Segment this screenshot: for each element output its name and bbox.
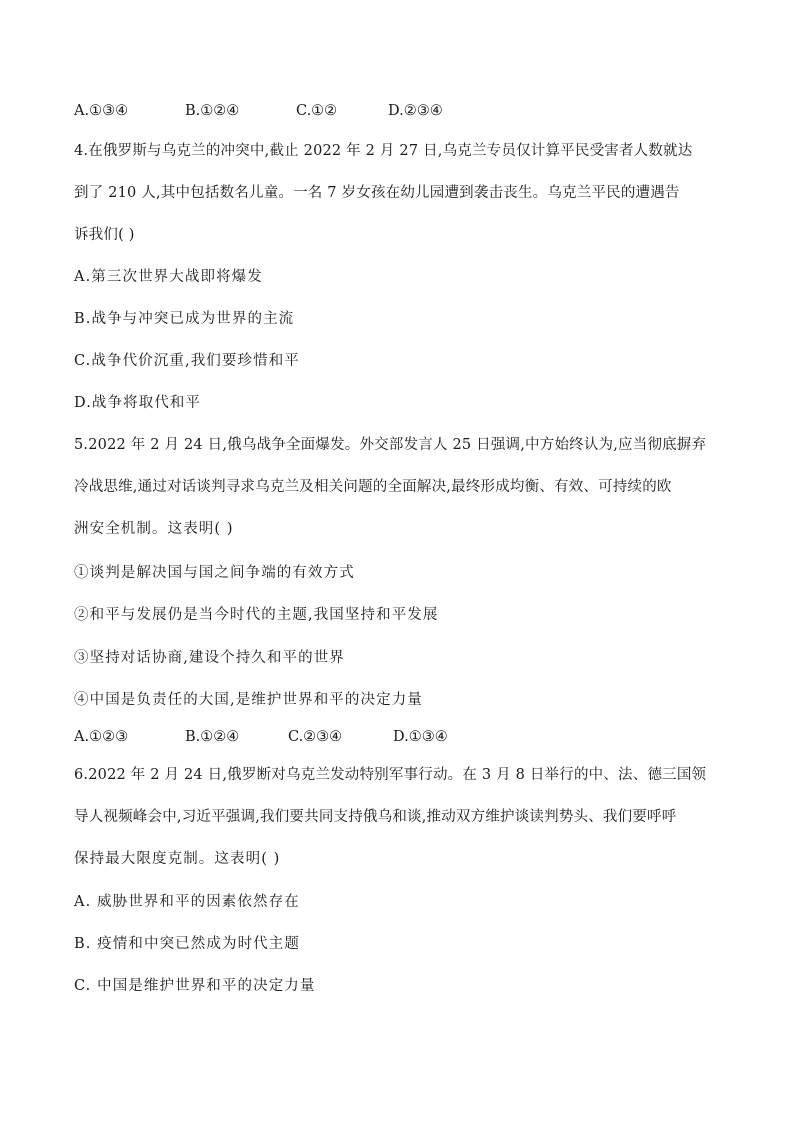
q3-option-b: B.①②④ xyxy=(185,103,240,119)
q4-option-b: B.战争与冲突已成为世界的主流 xyxy=(74,311,295,327)
q4-option-c: C.战争代价沉重,我们要珍惜和平 xyxy=(74,353,300,369)
q5-options xyxy=(74,727,448,747)
q6-stem-line-3: 保持最大限度克制。这表明( ) xyxy=(74,851,281,867)
q6-option-c: C. 中国是维护世界和平的决定力量 xyxy=(74,978,316,994)
q5-statement-3: ③坚持对话协商,建设个持久和平的世界 xyxy=(74,650,345,666)
q3-option-c: C.①② xyxy=(296,103,338,119)
q5-statement-1: ①谈判是解决国与国之间争端的有效方式 xyxy=(74,565,355,581)
q3-option-d: D.②③④ xyxy=(388,103,443,119)
q5-option-d: D.①③④ xyxy=(393,729,448,745)
q4-stem-line-3: 诉我们( ) xyxy=(74,227,135,243)
q5-option-b: B.①②④ xyxy=(185,729,240,745)
q5-statement-4: ④中国是负责任的大国,是维护世界和平的决定力量 xyxy=(74,692,423,708)
q5-option-c: C.②③④ xyxy=(288,729,343,745)
q5-option-a: A.①②③ xyxy=(74,729,129,745)
q4-option-a: A.第三次世界大战即将爆发 xyxy=(74,269,263,285)
q4-stem-line-1: 4.在俄罗斯与乌克兰的冲突中,截止 2022 年 2 月 27 日,乌克兰专员仅计算平民受害者人数就达 xyxy=(74,143,693,159)
q6-option-a: A. 威胁世界和平的因素依然存在 xyxy=(74,894,300,910)
q5-stem-line-1: 5.2022 年 2 月 24 日,俄乌战争全面爆发。外交部发言人 25 日强调,中方始终认为,应当彻底摒弃 xyxy=(74,437,707,453)
q3-option-a: A.①③④ xyxy=(74,103,129,119)
q5-statement-2: ②和平与发展仍是当今时代的主题,我国坚持和平发展 xyxy=(74,607,439,623)
q6-option-b: B. 疫情和中突已然成为时代主题 xyxy=(74,936,300,952)
q5-stem-line-3: 洲安全机制。这表明( ) xyxy=(74,521,234,537)
q5-stem-line-2: 冷战思维,通过对话谈判寻求乌克兰及相关问题的全面解决,最终形成均衡、有效、可持续的欧 xyxy=(74,479,672,495)
q4-option-d: D.战争将取代和平 xyxy=(74,395,202,411)
q3-options xyxy=(74,101,443,121)
q6-stem-line-1: 6.2022 年 2 月 24 日,俄罗断对乌克兰发动特别军事行动。在 3 月 8 日举行的中、法、德三国领 xyxy=(74,767,707,783)
q6-stem-line-2: 导人视频峰会中,习近平强调,我们要共同支持俄乌和谈,推动双方维护谈读判势头、我们要呼呼 xyxy=(74,809,677,825)
q4-stem-line-2: 到了 210 人,其中包括数名儿童。一名 7 岁女孩在幼儿园遭到袭击丧生。乌克兰平民的遭遇告 xyxy=(74,185,680,201)
